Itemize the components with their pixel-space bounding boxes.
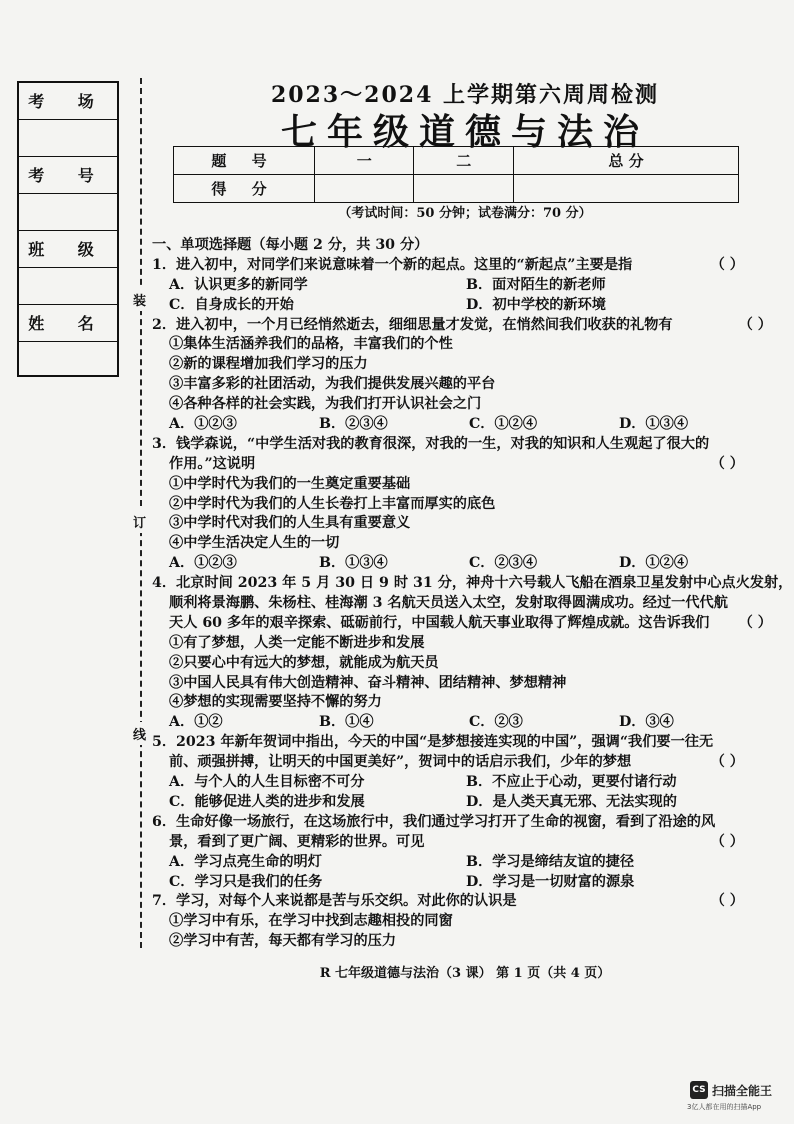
options-row [152, 853, 772, 873]
option[interactable]: A．①② [169, 714, 223, 731]
answer-blank[interactable]: （ ） [738, 614, 772, 631]
exam-number-field[interactable] [19, 194, 117, 231]
options-row [152, 773, 772, 793]
answer-blank[interactable]: （ ） [710, 754, 744, 771]
question-stem: 7．学习，对每个人来说都是苦与乐交织。对此你的认识是 （ ） [152, 892, 772, 912]
answer-blank[interactable]: （ ） [710, 893, 744, 910]
section-heading: 一、单项选择题（每小题 2 分，共 30 分） [152, 237, 429, 253]
scanner-tagline: 3亿人都在用的扫描App [687, 1103, 762, 1111]
option[interactable]: A．①②③ [169, 555, 237, 572]
statement: ②只要心中有远大的梦想，就能成为航天员 [169, 654, 439, 671]
score-row-label: 得 分 [174, 175, 315, 203]
subject-title: 七年级道德与法治 [280, 111, 649, 153]
statement: ④各种各样的社会实践，为我们打开认识社会之门 [169, 396, 482, 413]
option[interactable]: C．②③④ [469, 555, 538, 572]
options-row [152, 713, 772, 733]
question-content [152, 236, 793, 952]
question-stem: 1．进入初中，对同学们来说意味着一个新的起点。这里的“新起点”主要是指 （ ） [152, 256, 772, 276]
option[interactable]: B．①④ [319, 714, 374, 731]
score-cell[interactable] [513, 175, 738, 203]
statement: ①集体生活涵养我们的品格，丰富我们的个性 [169, 336, 453, 353]
option[interactable]: A．与个人的人生目标密不可分 [169, 774, 365, 791]
score-table-header: 一 [315, 147, 414, 175]
statement: ③中学时代对我们的人生具有重要意义 [169, 515, 411, 532]
option[interactable]: C．①②④ [469, 416, 538, 433]
option[interactable]: B．①③④ [319, 555, 388, 572]
exam-note: （考试时间：50 分钟；试卷满分：70 分） [338, 206, 592, 221]
class-label: 班 级 [19, 231, 117, 268]
statement: ①有了梦想，人类一定能不断进步和发展 [169, 634, 425, 651]
option[interactable]: D．是人类天真无邪、无法实现的 [466, 793, 677, 810]
statement: ②新的课程增加我们学习的压力 [169, 356, 368, 373]
score-table-header: 题 号 [174, 147, 315, 175]
camscanner-logo-icon: CS [690, 1081, 708, 1099]
option[interactable]: C．学习只是我们的任务 [169, 873, 323, 890]
option[interactable]: A．①②③ [169, 416, 237, 433]
option[interactable]: B．②③④ [319, 416, 388, 433]
name-label: 姓 名 [19, 305, 117, 342]
statement: ②中学时代为我们的人生长卷打上丰富而厚实的底色 [169, 495, 496, 512]
answer-blank[interactable]: （ ） [710, 455, 744, 472]
score-cell[interactable] [414, 175, 513, 203]
options-row [152, 415, 772, 435]
option[interactable]: B．学习是缔结友谊的捷径 [466, 853, 635, 870]
statement: ④中学生活决定人生的一切 [169, 535, 340, 552]
scanner-watermark [690, 1081, 772, 1099]
exam-number-label: 考 号 [19, 157, 117, 194]
statement: ④梦想的实现需要坚持不懈的努力 [169, 694, 382, 711]
exam-room-field[interactable] [19, 120, 117, 157]
question-stem: 5．2023 年新年贺词中指出，今天的中国“是梦想接连实现的中国”，强调“我们要一往无 [152, 734, 714, 751]
question-stem: 作用。”这说明 （ ） [152, 455, 772, 475]
statement: ③丰富多彩的社团活动，为我们提供发展兴趣的平台 [169, 376, 496, 393]
option[interactable]: D．①②④ [619, 555, 689, 572]
options-row [152, 873, 772, 893]
option[interactable]: A．认识更多的新同学 [169, 276, 308, 293]
score-table [173, 146, 739, 203]
options-row [152, 554, 772, 574]
option[interactable]: D．①③④ [619, 416, 689, 433]
options-row [152, 296, 772, 316]
option[interactable]: B．不应止于心动，更要付诸行动 [466, 774, 677, 791]
exam-title: 2023～2024 上学期第六周周检测 [270, 82, 660, 108]
student-info-box [17, 81, 119, 377]
answer-blank[interactable]: （ ） [738, 316, 772, 333]
binding-char-xian: 线 [133, 722, 146, 745]
statement: ③中国人民具有伟大创造精神、奋斗精神、团结精神、梦想精神 [169, 674, 567, 691]
name-field[interactable] [19, 342, 117, 379]
page-footer: R 七年级道德与法治（3 课） 第 1 页（共 4 页） [319, 966, 611, 981]
option[interactable]: C．能够促进人类的进步和发展 [169, 793, 365, 810]
scanner-app-name: 扫描全能王 [712, 1083, 773, 1098]
option[interactable]: D．初中学校的新环境 [466, 296, 606, 313]
exam-room-label: 考 场 [19, 83, 117, 120]
options-row [152, 276, 772, 296]
class-field[interactable] [19, 268, 117, 305]
option[interactable]: A．学习点亮生命的明灯 [169, 853, 322, 870]
question-stem: 2．进入初中，一个月已经悄然逝去，细细思量才发觉，在悄然间我们收获的礼物有 （ ） [152, 316, 772, 336]
binding-char-ding: 订 [133, 510, 146, 533]
options-row [152, 793, 772, 813]
option[interactable]: D．学习是一切财富的源泉 [466, 873, 635, 890]
statement: ①中学时代为我们的一生奠定重要基础 [169, 475, 411, 492]
option[interactable]: C．自身成长的开始 [169, 296, 294, 313]
answer-blank[interactable]: （ ） [710, 833, 744, 850]
binding-char-zhuang: 装 [133, 288, 146, 311]
option[interactable]: C．②③ [469, 714, 523, 731]
question-stem: 前、顽强拼搏，让明天的中国更美好”，贺词中的话启示我们，少年的梦想 （ ） [152, 753, 772, 773]
score-cell[interactable] [315, 175, 414, 203]
score-table-header: 二 [414, 147, 513, 175]
question-stem: 顺利将景海鹏、朱杨柱、桂海潮 3 名航天员送入太空，发射取得圆满成功。经过一代代航 [169, 595, 728, 612]
question-stem: 6．生命好像一场旅行，在这场旅行中，我们通过学习打开了生命的视窗，看到了沿途的风 [152, 813, 716, 830]
statement: ②学习中有苦，每天都有学习的压力 [169, 933, 397, 950]
statement: ①学习中有乐，在学习中找到志趣相投的同窗 [169, 913, 453, 930]
question-stem: 天人 60 多年的艰辛探索、砥砺前行，中国载人航天事业取得了辉煌成就。这告诉我们 （ ） [152, 614, 772, 634]
question-stem: 3．钱学森说，“中学生活对我的教育很深，对我的一生，对我的知识和人生观起了很大的 [152, 435, 710, 452]
question-stem: 4．北京时间 2023 年 5 月 30 日 9 时 31 分，神舟十六号载人飞船在酒泉卫星发射中心点火发射， [152, 575, 793, 592]
answer-blank[interactable]: （ ） [710, 256, 744, 273]
score-table-header: 总 分 [513, 147, 738, 175]
question-stem: 景，看到了更广阔、更精彩的世界。可见 （ ） [152, 833, 772, 853]
option[interactable]: D．③④ [619, 714, 674, 731]
option[interactable]: B．面对陌生的新老师 [466, 276, 606, 293]
